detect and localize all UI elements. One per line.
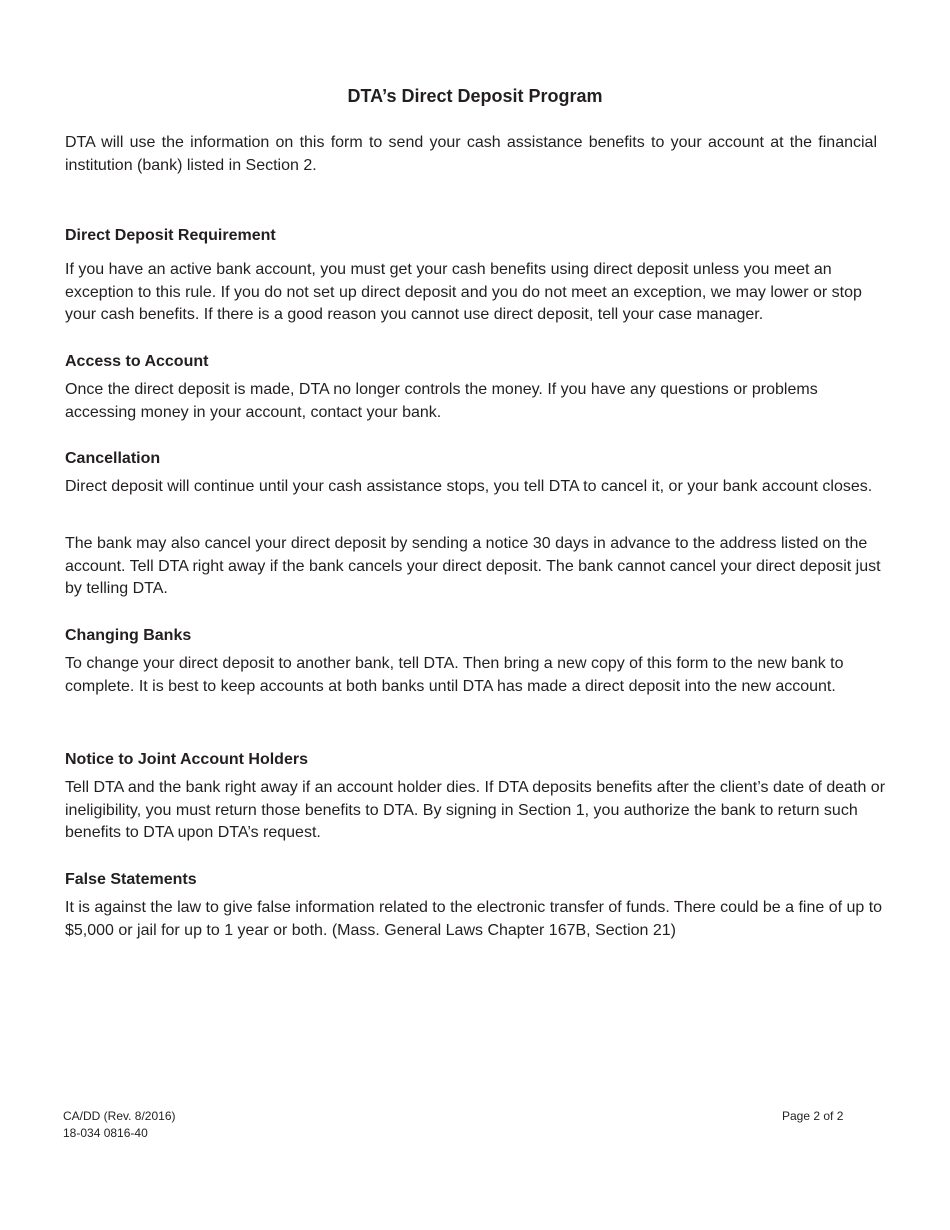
section-paragraph: Direct deposit will continue until your cash assistance stops, you tell DTA to cancel it, or your bank account closes. <box>65 478 873 495</box>
section-heading-false-statements: False Statements <box>65 871 197 888</box>
section-heading-direct-deposit-requirement: Direct Deposit Requirement <box>65 227 276 244</box>
section-heading-access-to-account: Access to Account <box>65 353 209 370</box>
section-heading-notice-to-joint-account-holders: Notice to Joint Account Holders <box>65 751 308 768</box>
section-paragraph: Once the direct deposit is made, DTA no longer controls the money. If you have any questions or problems accessing money in your account, contact your bank. <box>65 381 818 421</box>
section-paragraph: If you have an active bank account, you must get your cash benefits using direct deposit unless you meet an exception to this rule. If you do not set up direct deposit and you do not meet an exception, we may lower or stop your cash benefits. If there is a good reason you cannot use direct deposit, tell your case manager. <box>65 261 862 324</box>
section-heading-cancellation: Cancellation <box>65 450 161 467</box>
form-number: CA/DD (Rev. 8/2016) <box>63 1109 176 1123</box>
section-heading-changing-banks: Changing Banks <box>65 627 192 644</box>
section-paragraph: To change your direct deposit to another bank, tell DTA. Then bring a new copy of this form to the new bank to complete. It is best to keep accounts at both banks until DTA has made a direct deposit into the new account. <box>65 655 844 695</box>
page-title: DTA’s Direct Deposit Program <box>347 86 603 106</box>
document-code: 18-034 0816-40 <box>63 1126 148 1140</box>
intro-paragraph: DTA will use the information on this form to send your cash assistance benefits to your account at the financial institution (bank) listed in Section 2. <box>65 134 877 174</box>
section-paragraph: Tell DTA and the bank right away if an account holder dies. If DTA deposits benefits after the client’s date of death or ineligibility, you must return those benefits to DTA. By signing in Section 1, you authorize the bank to return such benefits to DTA upon DTA’s request. <box>65 779 886 842</box>
section-paragraph: The bank may also cancel your direct deposit by sending a notice 30 days in advance to the address listed on the account. Tell DTA right away if the bank cancels your direct deposit. The bank cannot cancel your direct deposit just by telling DTA. <box>65 535 881 598</box>
section-paragraph: It is against the law to give false information related to the electronic transfer of funds. There could be a fine of up to $5,000 or jail for up to 1 year or both. (Mass. General Laws Chapter 167B, Section 21) <box>65 899 883 939</box>
footer-form-info <box>63 1108 175 1142</box>
page-number: Page 2 of 2 <box>782 1109 844 1123</box>
